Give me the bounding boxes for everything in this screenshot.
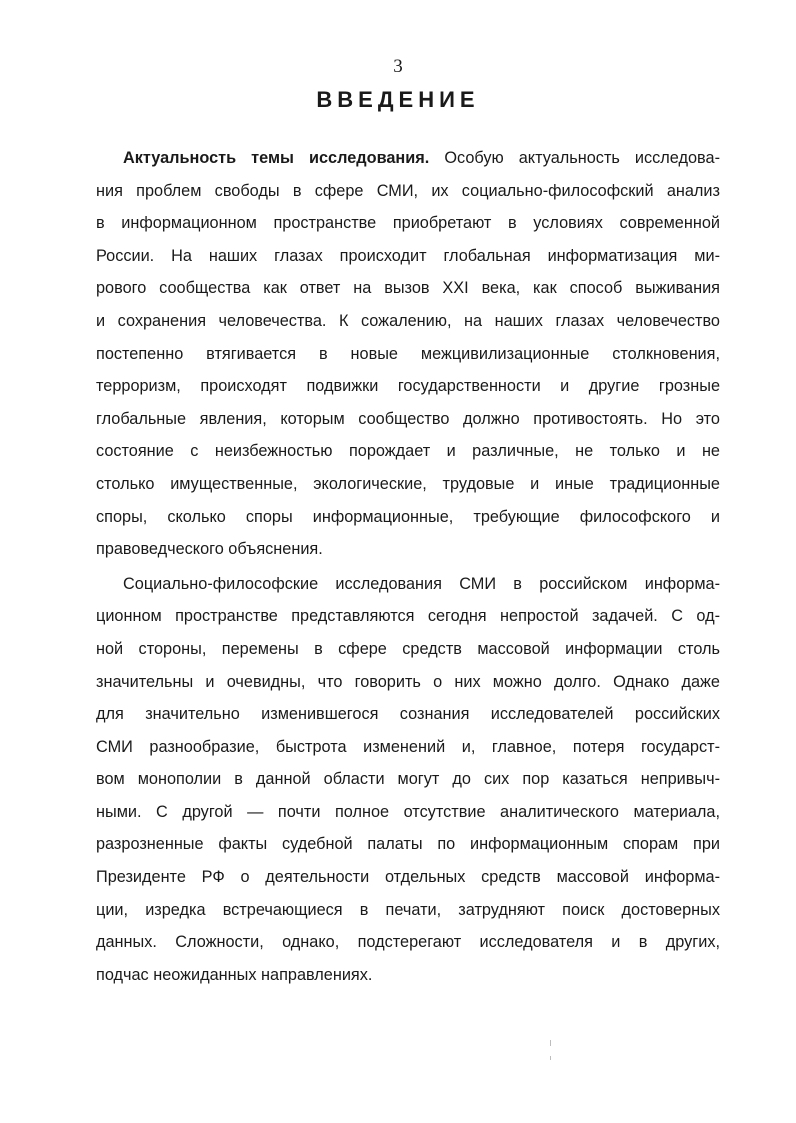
- text-line: вом монополии в данной области могут до сих пор казаться непривыч-: [96, 770, 720, 789]
- body-text: [96, 142, 720, 991]
- text-line: подчас неожиданных направлениях.: [96, 965, 373, 984]
- text-line: Президенте РФ о деятельности отдельных средств массовой информа-: [96, 868, 720, 887]
- text-line: ния проблем свободы в сфере СМИ, их социально-философский анализ: [96, 181, 720, 200]
- text-line: ции, изредка встречающиеся в печати, затрудняют поиск достоверных: [96, 900, 720, 919]
- text-line: в информационном пространстве приобретают в условиях современной: [96, 214, 720, 233]
- text-line: СМИ разнообразие, быстрота изменений и, главное, потеря государст-: [96, 737, 720, 756]
- text-line: глобальные явления, которым сообщество должно противостоять. Но это: [96, 409, 720, 428]
- page-title: ВВЕДЕНИЕ: [316, 87, 480, 112]
- text-line: терроризм, происходят подвижки государственности и другие грозные: [96, 377, 720, 396]
- text-line-fragment: Особую актуальность исследова-: [429, 149, 720, 167]
- text-line: ными. С другой — почти полное отсутствие аналитического материала,: [96, 802, 720, 821]
- scan-artifact: [550, 1040, 551, 1046]
- text-line: состояние с неизбежностью порождает и различные, не только и не: [96, 442, 720, 461]
- text-line: столько имущественные, экологические, трудовые и иные традиционные: [96, 474, 720, 493]
- scan-artifact: [550, 1056, 551, 1060]
- text-line: и сохранения человечества. К сожалению, на наших глазах человечество: [96, 311, 720, 330]
- text-line: Социально-философские исследования СМИ в российском информа-: [123, 574, 720, 593]
- text-line: [96, 142, 720, 175]
- text-line: ционном пространстве представляются сегодня непростой задачей. С од-: [96, 607, 720, 626]
- section-lead: Актуальность темы исследования.: [123, 149, 430, 167]
- text-line: правоведческого объяснения.: [96, 540, 323, 559]
- text-line: данных. Сложности, однако, подстерегают исследователя и в других,: [96, 933, 720, 952]
- paragraph-research: [96, 568, 720, 992]
- paragraph-relevance: [96, 142, 720, 566]
- text-line: значительны и очевидны, что говорить о них можно долго. Однако даже: [96, 672, 720, 691]
- text-line: России. На наших глазах происходит глобальная информатизация ми-: [96, 246, 720, 265]
- text-line: рового сообщества как ответ на вызов XXI века, как способ выживания: [96, 279, 720, 298]
- text-line: ной стороны, перемены в сфере средств массовой информации столь: [96, 639, 720, 658]
- text-line: для значительно изменившегося сознания исследователей российских: [96, 705, 720, 724]
- text-line: разрозненные факты судебной палаты по информационным спорам при: [96, 835, 720, 854]
- page-number: 3: [393, 56, 403, 77]
- text-line: споры, сколько споры информационные, требующие философского и: [96, 507, 720, 526]
- text-line: постепенно втягивается в новые межцивилизационные столкновения,: [96, 344, 720, 363]
